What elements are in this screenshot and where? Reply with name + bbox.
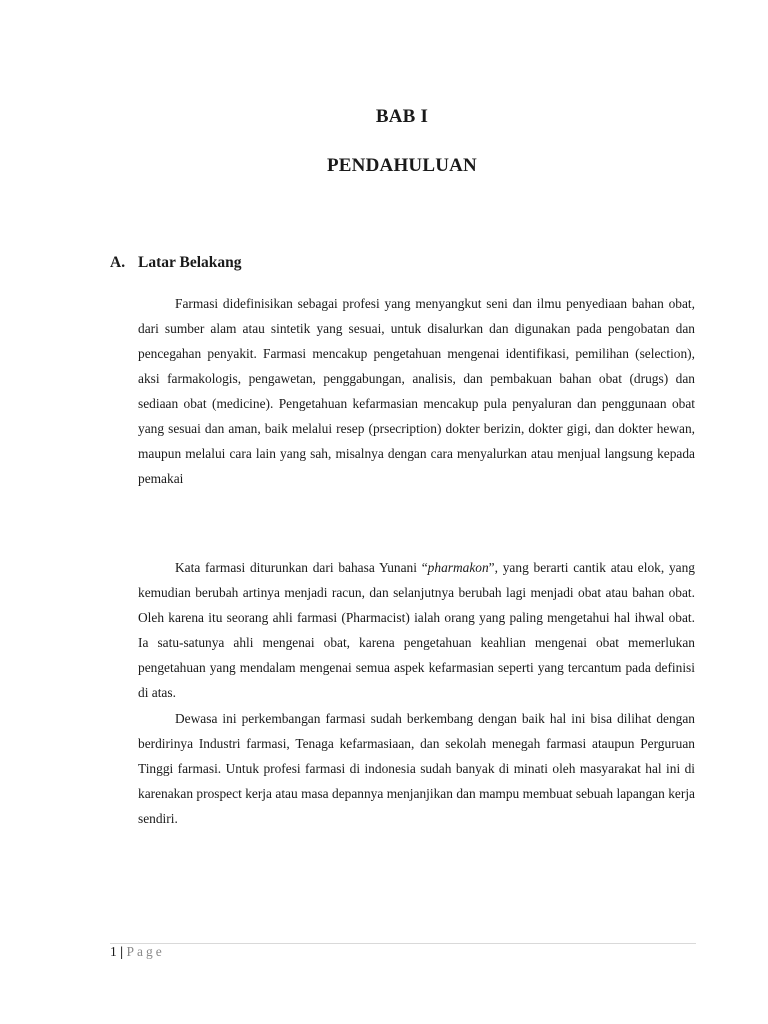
page-number: 1 [110,944,117,959]
page-label: Page [126,944,165,959]
paragraph-1: Farmasi didefinisikan sebagai profesi yang menyangkut seni dan ilmu penyediaan bahan obat, dari sumber alam atau sintetik yang sesuai, untuk disalurkan dan digunakan pada pengobatan dan pencegahan penyakit. Farmasi mencakup pengetahuan mengenai identifikasi, pemilihan (selection), aksi farmakologis, pengawetan, penggabungan, analisis, dan pembakuan bahan obat (drugs) dan sediaan obat (medicine). Pengetahuan kefarmasian mencakup pula penyaluran dan penggunaan obat yang sesuai dan aman, baik melalui resep (prsecription) dokter berizin, dokter gigi, dan dokter hewan, maupun melalui cara lain yang sah, misalnya dengan cara menyalurkan atau menjual langsung kepada pemakai [138,296,695,486]
footer-divider [110,943,696,944]
chapter-title: PENDAHULUAN [327,155,477,176]
section-letter: A. [110,254,126,271]
paragraph-3: Dewasa ini perkembangan farmasi sudah berkembang dengan baik hal ini bisa dilihat dengan berdirinya Industri farmasi, Tenaga kefarmasiaan, dan sekolah menegah farmasi ataupun Perguruan Tinggi farmasi. Untuk profesi farmasi di indonesia sudah banyak di minati oleh masyarakat hal ini di karenakan prospect kerja atau masa depannya menjanjikan dan mampu membuat sebuah lapangan kerja sendiri. [138,711,695,826]
chapter-number: BAB I [375,106,429,127]
section-title: Latar Belakang [138,254,242,271]
section-heading [110,254,242,272]
paragraph-2-text-end: ”, yang berarti cantik atau elok, yang kemudian berubah artinya menjadi racun, dan selanjutnya berubah lagi menjadi obat atau bahan obat. Oleh karena itu seorang ahli farmasi (Pharmacist) ialah orang yang paling mengetahui hal ihwal obat. Ia satu-satunya ahli mengenai obat, karena pengetahuan keahlian mengenai obat memerlukan pengetahuan yang mendalam mengenai semua aspek kefarmasian seperti yang tercantum pada definisi di atas. [138,560,695,700]
paragraph-2 [138,555,695,705]
footer-separator: | [120,944,124,959]
paragraph-2-text-start: Kata farmasi diturunkan dari bahasa Yunani “ [175,560,428,575]
paragraph-2-italic-term: pharmakon [427,560,489,575]
page-footer [110,944,165,960]
